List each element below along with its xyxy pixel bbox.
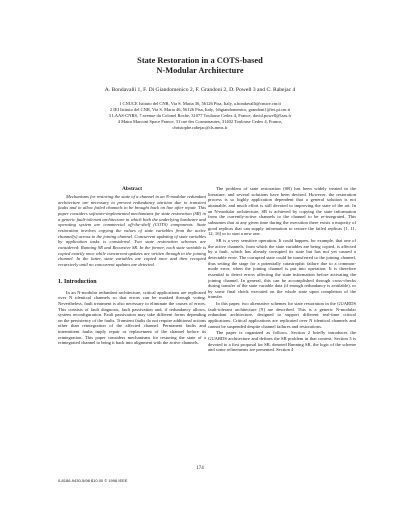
- affiliation-3: 3 LAAS-CNRS, 7 avenue du Colonel Roche, 31077 Toulouse Cedex 4, France, david.powell@laas.fr: [108, 113, 292, 119]
- author-list: A. Bondavalli 1, F. Di Giandomenico 2, F. Grandoni 2, D. Powell 3 and C. Rabejac 4: [104, 87, 296, 93]
- abstract-heading: Abstract: [121, 186, 143, 192]
- body-paragraph-1: The problem of state restoration (SR) has been widely treated in the literature, and several solutions have been devised. However, the restoration process is so highly application dependent that a general solution is not attainable, and much effort is still devoted to improving the state of the art. In an N-modular architecture, SR is achieved by copying the state information from the currently-active channels to the channel to be re-integrated. This subsumes that at any given time during the execution there exists a majority of good replicas that can supply information to restore the failed replicas [1, 11, 12, 16] or to start a new one.: [208, 186, 356, 237]
- intro-paragraph: In an N-modular redundant architecture, critical applications are replicated over N identical channels so that errors can be masked through voting. Nevertheless, fault treatment is also necessary to eliminate the causes of errors. This consists of fault diagnosis, fault passivation and, if redundancy allows, system reconfiguration. Fault passivation may take different forms depending on the persistency of the faults. Transient faults do not require additional actions other than reintegration of the affected channel. Permanent faults and intermittent faults imply repair or replacement of the channel before its reintegration. This paper considers mechanisms for restoring the state of a reintegrated channel to bring it back into alignment with the active channels.: [58, 289, 206, 346]
- left-column: [58, 186, 206, 347]
- body-paragraph-4: The paper is organized as follows. Section 2 briefly introduces the GUARDS architecture and defines the SR problem in that context. Section 3 is devoted to a first proposal for SR, denoted Running SR, the logic of the scheme and some refinements are presented. Section 4: [208, 330, 356, 353]
- affiliation-1: 1 CNUCE Istituto del CNR, Via S. Maria 36, 56126 Pisa, Italy, a.bondavalli@cnuce.cnr.it: [119, 101, 281, 106]
- page-number: 174: [196, 466, 204, 471]
- title-line-1: State Restoration in a COTS-based: [137, 56, 263, 65]
- body-paragraph-2: SR is a very sensitive operation. It could happen, for example, that one of the active channels, from which the state variables are being copied, is affected by a fault, which has already corrupted its state but has not yet caused a detectable error. The corrupted state could be transferred to the joining channel, thus setting the stage for a potentially catastrophic failure due to a common-mode error, when the joining channel is put into operation. It is therefore essential to detect errors affecting the state information before activating the joining channel. In general, this can be accomplished through cross-checks during transfer of the state variable data (if enough redundancy is available), or by some final check executed on the whole state upon completion of the transfer.: [208, 237, 356, 300]
- intro-heading: 1. Introduction: [58, 278, 97, 285]
- affiliation-2: 2 IEI Istituto del CNR, Via S. Maria 46, 56126 Pisa, Italy, {digiandomenico, grandoni}@iei.pi.cnr.it: [109, 107, 291, 113]
- affiliation-4: 4 Matra Marconi Space France, 31 rue des Cosmonautes, 31402 Toulouse Cedex 4, France,: [117, 119, 283, 125]
- abstract-text: Mechanisms for restoring the state of a channel in an N-modular redundant architecture are necessary to prevent redundancy attrition due to transient faults and to allow failed channels to be brought back on line after repair. This paper considers software-implemented mechanisms for state restoration (SR) in a generic fault-tolerant architecture in which both the underlying hardware and operating system are commercial off-the-shelf (COTS) components. State restoration involves copying the values of state variables from the active channel(s) across to the joining channel. Concurrent updating of state variables by application tasks is considered. Two state restoration schemes are considered: Running SR and Recursive SR. In the former, each state variable is copied exactly once while concurrent updates are written through to the joining channel. In the latter, state variables are copied once and then recopied recursively until no concurrent updates are detected.: [58, 194, 206, 267]
- paper-title: [0, 56, 400, 75]
- copyright-footer: 0-8186-9430-5/98 $10.00 © 1998 IEEE: [58, 478, 128, 483]
- affiliations: [60, 101, 340, 131]
- title-line-2: N-Modular Architecture: [156, 65, 244, 75]
- right-column: [208, 186, 356, 354]
- affiliation-4-email: christophe.rabejac@tls.mms.fr: [172, 125, 228, 131]
- body-paragraph-3: In this paper, two alternative schemes for state restoration in the GUARDS fault-tolerant architecture [9] are described. This is a generic N-modular redundant architecture, designed to support different real-time critical applications. Critical applications are replicated over N identical channels and cannot be suspended despite channel failures and restorations.: [208, 301, 356, 329]
